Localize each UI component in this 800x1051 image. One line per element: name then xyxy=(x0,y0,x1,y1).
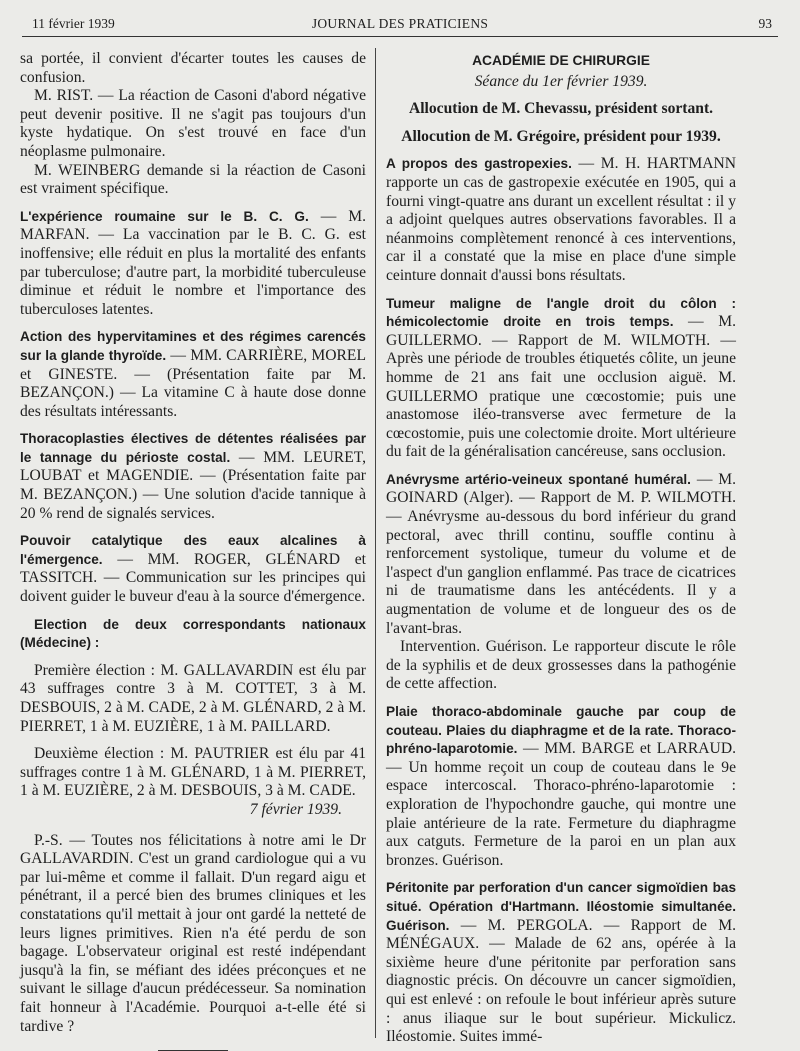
section-title: Thoracoplasties électives de détentes réalisées par le tannage du périoste costal. xyxy=(20,431,366,465)
section-thoracoplasties xyxy=(20,430,366,523)
section-title: L'expérience roumaine sur le B. C. G. xyxy=(20,208,309,224)
section-eaux-alcalines xyxy=(20,532,366,606)
allocution-chevassu: Allocution de M. Chevassu, président sortant. xyxy=(408,100,714,118)
first-election: Première élection : M. GALLAVARDIN est élu par 43 suffrages contre 3 à M. COTTET, 3 à M. DESBOUIS, 2 à M. CADE, 2 à M. GLÉNARD, 2 à M. PIERRET, 1 à M. EUZIÈRE, 1 à M. PAILLARD. xyxy=(20,661,366,735)
section-title: A propos des gastropexies. xyxy=(386,156,572,172)
page-header xyxy=(22,14,778,37)
section-title: Plaie thoraco-abdominale gauche par coup de couteau. Plaies du diaphragme et de la rate. Thoraco-phréno-laparotomie. xyxy=(386,704,736,757)
page-number: 93 xyxy=(758,16,772,31)
section-election xyxy=(20,616,366,820)
section-tumeur-colon xyxy=(386,295,736,462)
section-text: — MM. ROGER, GLÉNARD et TASSITCH. — Communication sur les principes qui doivent guider le buveur d'eau à la source d'émergence. xyxy=(20,550,366,606)
section-title: Tumeur maligne de l'angle droit du côlon : hémicolectomie droite en trois temps. xyxy=(386,295,736,330)
section-gastropexies xyxy=(386,155,736,285)
paragraph-weinberg: M. WEINBERG demande si la réaction de Casoni est vraiment spécifique. xyxy=(20,161,366,198)
section-text: — MM. BARGE et LARRAUD. — Un homme reçoit un coup de couteau dans le 9e espace intercoscal. Thoraco-phréno-laparotomie : exploration de l'hypochondre gauche, qui montre une plaie antérieure de la rate. Fermeture du diaphragme aux catguts. Fermeture de la paroi en un plan aux bronzes. Guérison. xyxy=(386,740,736,869)
section-text: — M. PERGOLA. — Rapport de M. MÉNÉGAUX. — Malade de 62 ans, opérée à la sixième heure d'une péritonite par perforation sans diagnostic précis. On découvre un cancer sigmoïdien, qui est enlevé : on refoule le bout inférieur après suture : anus iliaque sur le bout supérieur. Mickulicz. Iléostomie. Suites immé- xyxy=(386,916,736,1046)
header-date: 11 février 1939 xyxy=(32,16,115,31)
column-divider xyxy=(375,48,376,1038)
section-text: — M. GOINARD (Alger). — Rapport de M. P. WILMOTH. — Anévrysme au-dessous du bord inférieur du grand pectoral, avec thrill continu, souffle continu à renforcement systolique, tumeur du volume et de l'aspect d'un ganglion enflammé. Pas trace de cicatrices ni de traumatisme dans les antécédents. Il y a augmentation de volume et de longueur des os de l'avant-bras. xyxy=(386,470,736,637)
section-title: Pouvoir catalytique des eaux alcalines à l'émergence. xyxy=(20,533,366,567)
section-text: — MM. CARRIÈRE, MOREL et GINESTE. — (Présentation faite par M. BEZANÇON.) — La vitamine C à haute dose donne des résultats intéressants. xyxy=(20,346,366,420)
postscript: P.-S. — Toutes nos félicitations à notre ami le Dr GALLAVARDIN. C'est un grand cardiologue qui a vu par lui-même et comme il fallait. D'un regard aigu et pénétrant, il a percé bien des brumes cliniques et les constatations qu'il mettait à jour ont gardé la netteté de leurs lignes primitives. Rien n'a été perdu de son bagage. L'observateur original est resté indépendant jusqu'à la fin, se méfiant des idées préconçues et ne suivant le sillage d'aucun prédécesseur. Sa nomination fait honneur à l'Académie. Pourquoi a-t-elle été si tardive ? xyxy=(20,831,366,1035)
dateline: 7 février 1939. xyxy=(249,800,342,818)
paragraph-rist: M. RIST. — La réaction de Casoni d'abord négative peut devenir positive. Il ne s'agit pas toujours d'un kyste hydatique. On s'est trouvé en face d'un néoplasme pulmonaire. xyxy=(20,87,366,160)
section-text-continued: Intervention. Guérison. Le rapporteur discute le rôle de la syphilis et de deux grossesses dans la pathogénie de cette affection. xyxy=(386,638,736,693)
section-title: Election de deux correspondants nationaux (Médecine) : xyxy=(20,616,366,651)
right-column xyxy=(386,50,736,1047)
second-election: Deuxième élection : M. PAUTRIER est élu par 41 suffrages contre 1 à M. GLÉNARD, 1 à M. PIERRET, 1 à M. EUZIÈRE, 2 à M. DESBOUIS, 3 à M. CADE. xyxy=(20,745,366,800)
section-title: Anévrysme artério-veineux spontané huméral. xyxy=(386,471,691,487)
section-text: — M. H. HARTMANN rapporte un cas de gastropexie exécutée en 1905, qui a fourni vingt-quatre ans durant un excellent résultat : il y a adjoint quelques autres observations favorables. Il a néanmoins complètement renoncé à ces interventions, car il a constaté que la mise en place d'une simple ceinture donnait d'aussi bons résultats. xyxy=(386,155,736,284)
section-anevrysme xyxy=(386,471,736,694)
section-text: — MM. LEURET, LOUBAT et MAGENDIE. — (Présentation faite par M. BEZANÇON.) — Une solution d'acide tannique à 20 % rend de signalés services. xyxy=(20,448,366,522)
section-plaie-thoraco xyxy=(386,703,736,870)
journal-title: JOURNAL DES PRATICIENS xyxy=(311,16,489,31)
section-text: — M. GUILLERMO. — Rapport de M. WILMOTH. — Après une période de troubles étiquetés côlite, un jeune homme de 21 ans fait une occlusion aiguë. M. GUILLERMO pratique une cœcostomie; puis une anastomose iléo-transverse avec fermeture de la cœcostomie, puis une colectomie droite. Mort ultérieure du fait de la généralisation cancéreuse, sans occlusion. xyxy=(386,313,736,461)
left-column xyxy=(20,50,366,1051)
section-bcg xyxy=(20,208,366,320)
academy-title: ACADÉMIE DE CHIRURGIE xyxy=(472,53,650,68)
allocution-gregoire: Allocution de M. Grégoire, président pour 1939. xyxy=(401,127,721,145)
section-peritonite xyxy=(386,879,736,1046)
session-date: Séance du 1er février 1939. xyxy=(474,72,648,90)
paragraph-continuation: sa portée, il convient d'écarter toutes les causes de confusion. xyxy=(20,50,366,86)
section-hypervitamines xyxy=(20,328,366,421)
section-text: — M. MARFAN. — La vaccination par le B. C. G. est inoffensive; elle réduit en plus la mortalité des enfants par tuberculose; d'autre part, la morbidité tuberculeuse diminue et réduit le nombre et l'importance des tuberculoses latentes. xyxy=(20,207,366,318)
section-title: Péritonite par perforation d'un cancer sigmoïdien bas situé. Opération d'Hartmann. Iléostomie simultanée. Guérison. xyxy=(386,880,736,933)
section-title: Action des hypervitamines et des régimes carencés sur la glande thyroïde. xyxy=(20,329,366,363)
